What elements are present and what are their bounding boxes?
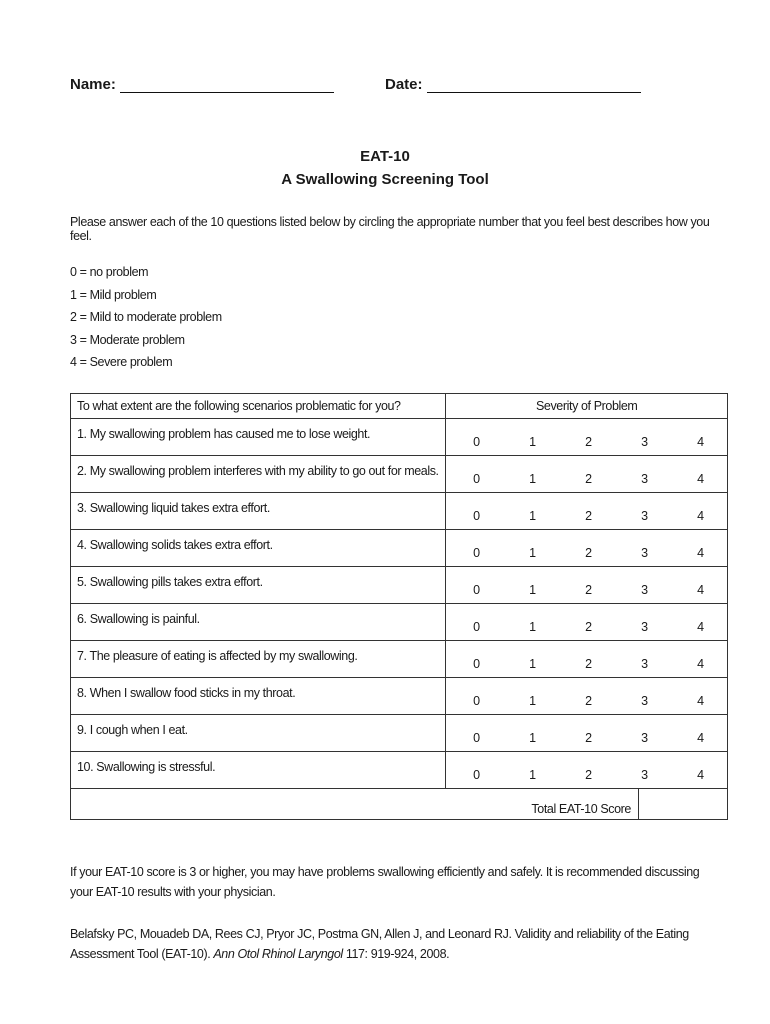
question-text: 6. Swallowing is painful. [71, 604, 446, 641]
question-text: 10. Swallowing is stressful. [71, 752, 446, 789]
severity-option-3[interactable]: 3 [641, 546, 648, 560]
severity-header: Severity of Problem [446, 394, 728, 419]
severity-options [446, 678, 728, 715]
legend-item: 1 = Mild problem [70, 287, 157, 302]
citation [70, 924, 710, 964]
table-row [71, 567, 728, 604]
severity-option-0[interactable]: 0 [473, 768, 480, 782]
severity-option-0[interactable]: 0 [473, 731, 480, 745]
severity-option-4[interactable]: 4 [697, 472, 704, 486]
citation-details: 117: 919-924, 2008. [345, 947, 450, 961]
question-text: 5. Swallowing pills takes extra effort. [71, 567, 446, 604]
severity-options [446, 752, 728, 789]
severity-options [446, 604, 728, 641]
table-header-row [71, 394, 728, 419]
total-score-label: Total EAT-10 Score [531, 802, 631, 816]
severity-option-1[interactable]: 1 [529, 583, 536, 597]
name-field[interactable] [70, 76, 334, 93]
name-label: Name: [70, 76, 116, 93]
legend-item: 0 = no problem [70, 265, 149, 279]
severity-option-0[interactable]: 0 [473, 509, 480, 523]
severity-option-2[interactable]: 2 [585, 768, 592, 782]
severity-option-4[interactable]: 4 [697, 694, 704, 708]
citation-authors: Belafsky PC, Mouadeb DA, Rees CJ, Pryor JC, Postma GN, Allen J, and Leonard RJ. Validity and reliability of the Eating Assessment Tool (EAT-10). [70, 927, 689, 961]
severity-option-0[interactable]: 0 [473, 620, 480, 634]
legend-item: 4 = Severe problem [70, 355, 173, 369]
severity-option-3[interactable]: 3 [641, 583, 648, 597]
severity-option-3[interactable]: 3 [641, 435, 648, 449]
severity-option-2[interactable]: 2 [585, 731, 592, 745]
severity-option-2[interactable]: 2 [585, 583, 592, 597]
severity-option-2[interactable]: 2 [585, 546, 592, 560]
header-row [70, 76, 670, 100]
table-row [71, 493, 728, 530]
eat10-table [70, 393, 728, 820]
question-text: 7. The pleasure of eating is affected by my swallowing. [71, 641, 446, 678]
severity-option-4[interactable]: 4 [697, 509, 704, 523]
question-text: 8. When I swallow food sticks in my throat. [71, 678, 446, 715]
severity-options [446, 715, 728, 752]
severity-option-3[interactable]: 3 [641, 657, 648, 671]
title-line-2: A Swallowing Screening Tool [281, 171, 489, 188]
question-text: 2. My swallowing problem interferes with my ability to go out for meals. [71, 456, 446, 493]
table-row [71, 715, 728, 752]
severity-option-3[interactable]: 3 [641, 472, 648, 486]
severity-option-2[interactable]: 2 [585, 435, 592, 449]
severity-option-4[interactable]: 4 [697, 583, 704, 597]
name-line[interactable] [120, 76, 334, 93]
severity-option-1[interactable]: 1 [529, 620, 536, 634]
table-row [71, 530, 728, 567]
severity-options [446, 456, 728, 493]
severity-option-3[interactable]: 3 [641, 731, 648, 745]
legend-item: 3 = Moderate problem [70, 332, 185, 347]
severity-option-3[interactable]: 3 [641, 768, 648, 782]
date-label: Date: [385, 76, 423, 93]
legend-item: 2 = Mild to moderate problem [70, 310, 222, 324]
severity-option-3[interactable]: 3 [641, 509, 648, 523]
severity-options [446, 530, 728, 567]
severity-option-2[interactable]: 2 [585, 657, 592, 671]
table-row [71, 604, 728, 641]
severity-option-4[interactable]: 4 [697, 620, 704, 634]
score-note: If your EAT-10 score is 3 or higher, you may have problems swallowing efficiently and safely. It is recommended discussing your EAT-10 results with your physician. [70, 865, 700, 899]
severity-options [446, 641, 728, 678]
severity-option-1[interactable]: 1 [529, 435, 536, 449]
severity-option-1[interactable]: 1 [529, 546, 536, 560]
severity-options [446, 567, 728, 604]
citation-journal: Ann Otol Rhinol Laryngol [213, 947, 343, 961]
table-row [71, 456, 728, 493]
question-header: To what extent are the following scenarios problematic for you? [71, 394, 446, 419]
severity-option-0[interactable]: 0 [473, 546, 480, 560]
severity-option-1[interactable]: 1 [529, 768, 536, 782]
total-score-input[interactable] [639, 789, 727, 819]
severity-option-4[interactable]: 4 [697, 657, 704, 671]
table-row [71, 678, 728, 715]
severity-option-2[interactable]: 2 [585, 694, 592, 708]
question-text: 4. Swallowing solids takes extra effort. [71, 530, 446, 567]
severity-option-3[interactable]: 3 [641, 694, 648, 708]
question-text: 3. Swallowing liquid takes extra effort. [71, 493, 446, 530]
severity-option-1[interactable]: 1 [529, 694, 536, 708]
table-row [71, 641, 728, 678]
severity-option-2[interactable]: 2 [585, 620, 592, 634]
severity-option-1[interactable]: 1 [529, 657, 536, 671]
date-line[interactable] [427, 76, 641, 93]
question-text: 9. I cough when I eat. [71, 715, 446, 752]
severity-option-2[interactable]: 2 [585, 472, 592, 486]
title-line-1: EAT-10 [360, 148, 410, 165]
instructions: Please answer each of the 10 questions listed below by circling the appropriate number that you feel best describes how you feel. [70, 215, 710, 243]
severity-option-2[interactable]: 2 [585, 509, 592, 523]
severity-option-4[interactable]: 4 [697, 768, 704, 782]
severity-legend [70, 261, 222, 374]
severity-option-0[interactable]: 0 [473, 435, 480, 449]
title-block [0, 145, 770, 191]
severity-option-0[interactable]: 0 [473, 657, 480, 671]
severity-options [446, 419, 728, 456]
severity-option-3[interactable]: 3 [641, 620, 648, 634]
severity-option-0[interactable]: 0 [473, 472, 480, 486]
severity-option-1[interactable]: 1 [529, 509, 536, 523]
question-text: 1. My swallowing problem has caused me to lose weight. [71, 419, 446, 456]
severity-option-4[interactable]: 4 [697, 546, 704, 560]
severity-option-1[interactable]: 1 [529, 731, 536, 745]
severity-option-4[interactable]: 4 [697, 731, 704, 745]
severity-option-1[interactable]: 1 [529, 472, 536, 486]
severity-option-0[interactable]: 0 [473, 694, 480, 708]
date-field[interactable] [385, 76, 641, 93]
table-row [71, 419, 728, 456]
total-score-cell [71, 789, 728, 820]
total-score-row [71, 789, 728, 820]
severity-options [446, 493, 728, 530]
table-row [71, 752, 728, 789]
severity-option-4[interactable]: 4 [697, 435, 704, 449]
severity-option-0[interactable]: 0 [473, 583, 480, 597]
